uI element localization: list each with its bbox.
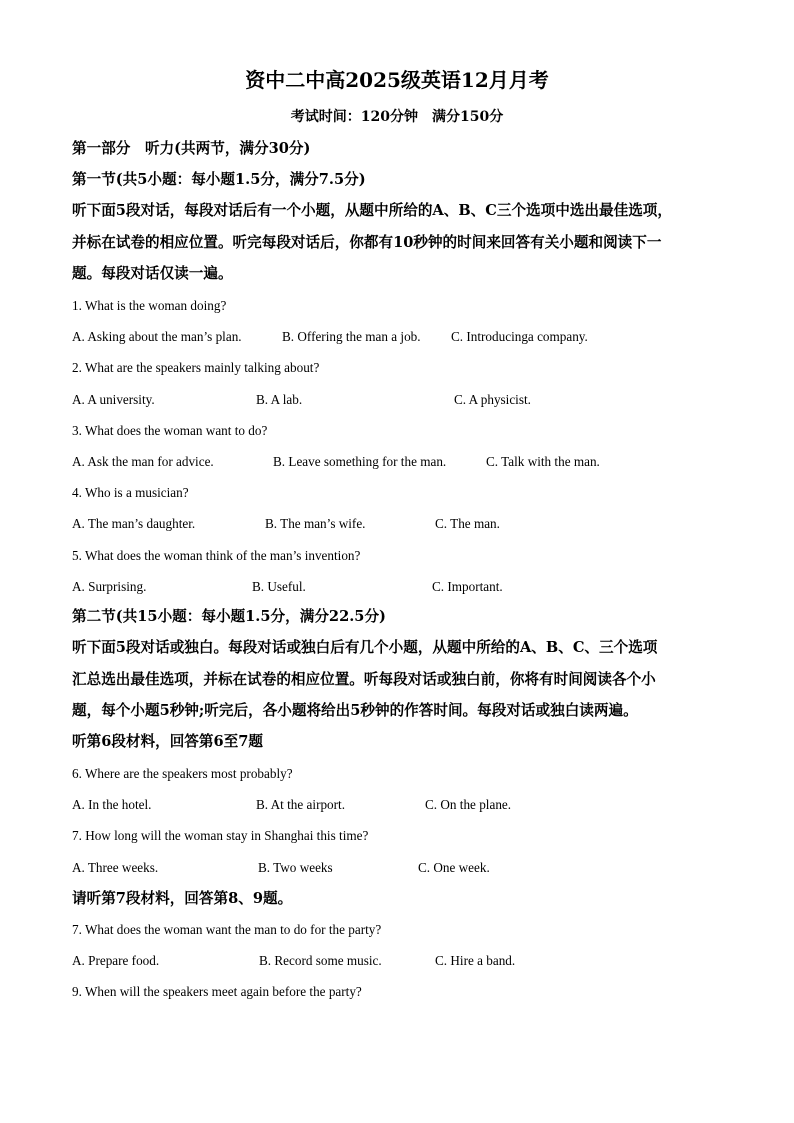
section2-instruction-line: 题，每个小题5秒钟;听完后，各小题将给出5秒钟的作答时间。每段对话或独白读两遍。	[72, 702, 638, 719]
question-7: 7. How long will the woman stay in Shanghai this time?	[72, 828, 369, 843]
material-7-heading: 请听第7段材料，回答第8、9题。	[72, 890, 293, 907]
page-title: 资中二中高2025级英语12月月考	[245, 68, 549, 92]
section1-heading: 第一节(共5小题：每小题1.5分，满分7.5分)	[72, 171, 366, 188]
q8-option-c: C. Hire a band.	[435, 953, 516, 968]
question-9: 9. When will the speakers meet again before the party?	[72, 984, 362, 999]
question-4: 4. Who is a musician?	[72, 485, 189, 500]
q5-option-c: C. Important.	[432, 579, 503, 594]
section1-instruction-line: 并标在试卷的相应位置。听完每段对话后，你都有10秒钟的时间来回答有关小题和阅读下一	[72, 234, 662, 251]
section2-instruction-line: 汇总选出最佳选项，并标在试卷的相应位置。听每段对话或独白前，你将有时间阅读各个小	[72, 671, 656, 688]
section2-instruction-line: 听下面5段对话或独白。每段对话或独白后有几个小题，从题中所给的A、B、C、三个选项	[72, 639, 658, 656]
q7-option-c: C. One week.	[418, 860, 490, 875]
q1-option-c: C. Introducinga company.	[451, 329, 588, 344]
section2-heading: 第二节(共15小题：每小题1.5分，满分22.5分)	[72, 608, 386, 625]
section1-instruction-line: 题。每段对话仅读一遍。	[72, 265, 233, 282]
q5-option-b: B. Useful.	[252, 579, 306, 594]
question-3: 3. What does the woman want to do?	[72, 423, 268, 438]
q2-option-b: B. A lab.	[256, 392, 303, 407]
section1-instruction-line: 听下面5段对话，每段对话后有一个小题，从题中所给的A、B、C三个选项中选出最佳选项，	[72, 202, 672, 219]
q4-option-c: C. The man.	[435, 516, 500, 531]
q8-option-a: A. Prepare food.	[72, 953, 160, 968]
q2-option-a: A. A university.	[72, 392, 155, 407]
q1-option-b: B. Offering the man a job.	[282, 329, 421, 344]
q3-option-c: C. Talk with the man.	[486, 454, 600, 469]
part1-heading: 第一部分 听力(共两节，满分30分)	[72, 140, 311, 157]
material-6-heading: 听第6段材料，回答第6至7题	[72, 733, 263, 750]
q3-option-b: B. Leave something for the man.	[273, 454, 447, 469]
q3-option-a: A. Ask the man for advice.	[72, 454, 214, 469]
q4-option-a: A. The man’s daughter.	[72, 516, 196, 531]
q7-option-b: B. Two weeks	[258, 860, 333, 875]
question-8: 7. What does the woman want the man to do for the party?	[72, 922, 382, 937]
question-2: 2. What are the speakers mainly talking about?	[72, 360, 320, 375]
q6-option-a: A. In the hotel.	[72, 797, 152, 812]
exam-time-info: 考试时间：120分钟 满分150分	[290, 109, 504, 125]
q2-option-c: C. A physicist.	[454, 392, 531, 407]
q5-option-a: A. Surprising.	[72, 579, 147, 594]
q6-option-b: B. At the airport.	[256, 797, 346, 812]
question-5: 5. What does the woman think of the man’s invention?	[72, 548, 361, 563]
q4-option-b: B. The man’s wife.	[265, 516, 366, 531]
q7-option-a: A. Three weeks.	[72, 860, 159, 875]
q6-option-c: C. On the plane.	[425, 797, 512, 812]
question-1: 1. What is the woman doing?	[72, 298, 227, 313]
q8-option-b: B. Record some music.	[259, 953, 382, 968]
q1-option-a: A. Asking about the man’s plan.	[72, 329, 242, 344]
question-6: 6. Where are the speakers most probably?	[72, 766, 293, 781]
